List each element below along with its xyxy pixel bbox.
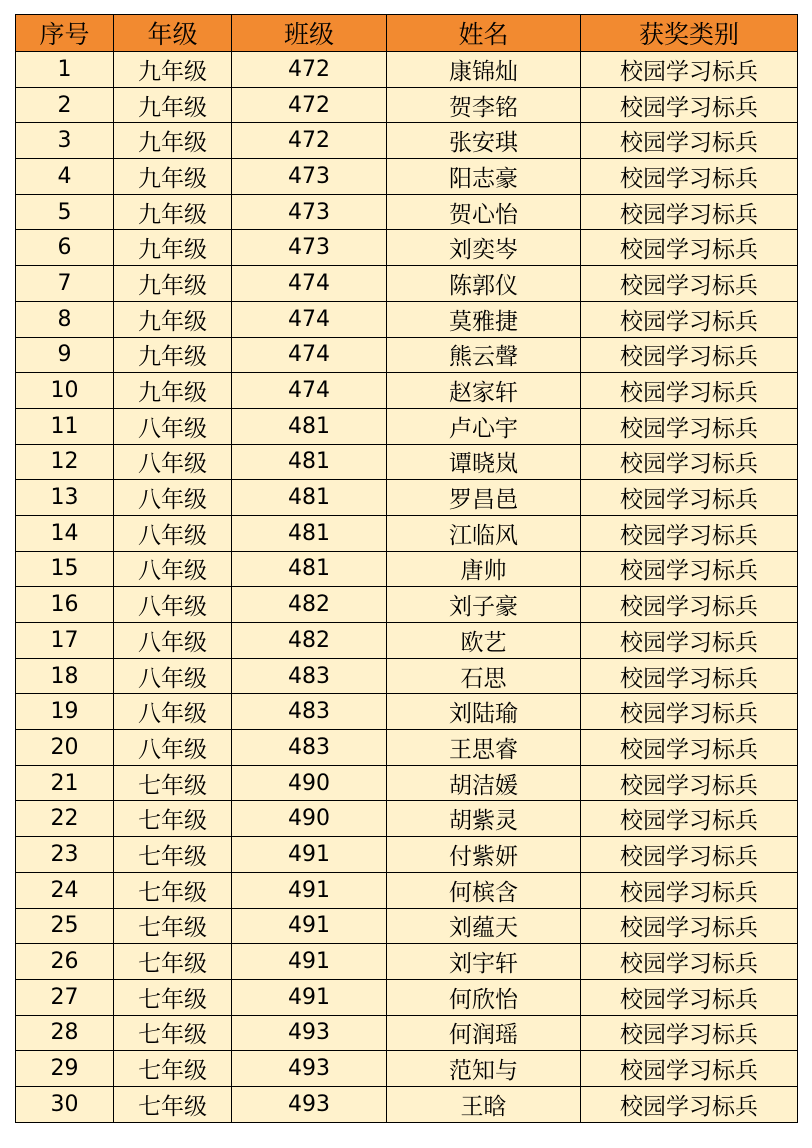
cell-name: 王思睿 — [387, 730, 581, 766]
cell-name: 刘蕴天 — [387, 908, 581, 944]
cell-name: 唐帅 — [387, 551, 581, 587]
cell-award-type: 校园学习标兵 — [581, 944, 798, 980]
cell-serial: 11 — [16, 408, 114, 444]
cell-class: 493 — [232, 1086, 387, 1122]
cell-award-type: 校园学习标兵 — [581, 408, 798, 444]
cell-name: 石思 — [387, 658, 581, 694]
cell-name: 何槟含 — [387, 872, 581, 908]
table-row — [16, 623, 798, 659]
table-row — [16, 1051, 798, 1087]
cell-serial: 17 — [16, 623, 114, 659]
cell-award-type: 校园学习标兵 — [581, 1051, 798, 1087]
cell-class: 481 — [232, 515, 387, 551]
column-header-award-type: 获奖类别 — [581, 15, 798, 52]
column-header-class: 班级 — [232, 15, 387, 52]
cell-award-type: 校园学习标兵 — [581, 337, 798, 373]
header-row — [16, 15, 798, 52]
cell-grade: 七年级 — [114, 908, 232, 944]
table-row — [16, 551, 798, 587]
cell-grade: 八年级 — [114, 694, 232, 730]
table-row — [16, 730, 798, 766]
cell-award-type: 校园学习标兵 — [581, 194, 798, 230]
cell-class: 491 — [232, 979, 387, 1015]
cell-name: 张安琪 — [387, 123, 581, 159]
cell-class: 472 — [232, 87, 387, 123]
cell-award-type: 校园学习标兵 — [581, 908, 798, 944]
cell-name: 胡紫灵 — [387, 801, 581, 837]
cell-award-type: 校园学习标兵 — [581, 266, 798, 302]
cell-class: 491 — [232, 908, 387, 944]
table-row — [16, 765, 798, 801]
cell-award-type: 校园学习标兵 — [581, 87, 798, 123]
cell-class: 474 — [232, 301, 387, 337]
cell-serial: 22 — [16, 801, 114, 837]
cell-award-type: 校园学习标兵 — [581, 301, 798, 337]
cell-name: 谭晓岚 — [387, 444, 581, 480]
cell-award-type: 校园学习标兵 — [581, 623, 798, 659]
cell-serial: 2 — [16, 87, 114, 123]
cell-name: 罗昌邑 — [387, 480, 581, 516]
cell-award-type: 校园学习标兵 — [581, 551, 798, 587]
cell-name: 刘陆瑜 — [387, 694, 581, 730]
table-body — [16, 52, 798, 1123]
cell-name: 贺心怡 — [387, 194, 581, 230]
cell-class: 473 — [232, 159, 387, 195]
cell-serial: 12 — [16, 444, 114, 480]
cell-award-type: 校园学习标兵 — [581, 587, 798, 623]
cell-serial: 25 — [16, 908, 114, 944]
cell-grade: 七年级 — [114, 1051, 232, 1087]
cell-grade: 八年级 — [114, 408, 232, 444]
column-header-grade: 年级 — [114, 15, 232, 52]
cell-award-type: 校园学习标兵 — [581, 837, 798, 873]
cell-class: 474 — [232, 266, 387, 302]
cell-class: 493 — [232, 1015, 387, 1051]
cell-name: 卢心宇 — [387, 408, 581, 444]
cell-name: 刘宇轩 — [387, 944, 581, 980]
cell-serial: 27 — [16, 979, 114, 1015]
cell-award-type: 校园学习标兵 — [581, 480, 798, 516]
table-row — [16, 52, 798, 88]
cell-class: 472 — [232, 52, 387, 88]
cell-class: 490 — [232, 765, 387, 801]
cell-grade: 七年级 — [114, 765, 232, 801]
table-row — [16, 408, 798, 444]
cell-award-type: 校园学习标兵 — [581, 801, 798, 837]
table-row — [16, 123, 798, 159]
cell-grade: 七年级 — [114, 1015, 232, 1051]
cell-grade: 八年级 — [114, 730, 232, 766]
cell-class: 474 — [232, 337, 387, 373]
cell-serial: 30 — [16, 1086, 114, 1122]
cell-name: 阳志豪 — [387, 159, 581, 195]
cell-grade: 七年级 — [114, 872, 232, 908]
cell-name: 江临风 — [387, 515, 581, 551]
table-row — [16, 944, 798, 980]
cell-name: 刘子豪 — [387, 587, 581, 623]
cell-name: 何润瑶 — [387, 1015, 581, 1051]
cell-serial: 19 — [16, 694, 114, 730]
cell-grade: 八年级 — [114, 623, 232, 659]
table-row — [16, 1015, 798, 1051]
cell-name: 赵家轩 — [387, 373, 581, 409]
cell-award-type: 校园学习标兵 — [581, 52, 798, 88]
award-list-table — [15, 14, 798, 1123]
cell-serial: 10 — [16, 373, 114, 409]
cell-name: 付紫妍 — [387, 837, 581, 873]
cell-serial: 29 — [16, 1051, 114, 1087]
cell-name: 欧艺 — [387, 623, 581, 659]
cell-award-type: 校园学习标兵 — [581, 123, 798, 159]
cell-name: 莫雅捷 — [387, 301, 581, 337]
cell-grade: 八年级 — [114, 587, 232, 623]
cell-class: 473 — [232, 194, 387, 230]
cell-class: 481 — [232, 444, 387, 480]
cell-serial: 15 — [16, 551, 114, 587]
cell-grade: 九年级 — [114, 301, 232, 337]
cell-grade: 九年级 — [114, 159, 232, 195]
cell-award-type: 校园学习标兵 — [581, 694, 798, 730]
cell-serial: 24 — [16, 872, 114, 908]
cell-serial: 5 — [16, 194, 114, 230]
cell-grade: 八年级 — [114, 551, 232, 587]
cell-grade: 七年级 — [114, 1086, 232, 1122]
cell-class: 491 — [232, 837, 387, 873]
table-row — [16, 159, 798, 195]
cell-serial: 18 — [16, 658, 114, 694]
cell-grade: 九年级 — [114, 230, 232, 266]
cell-award-type: 校园学习标兵 — [581, 979, 798, 1015]
cell-grade: 九年级 — [114, 87, 232, 123]
cell-class: 483 — [232, 658, 387, 694]
table-row — [16, 337, 798, 373]
cell-class: 491 — [232, 944, 387, 980]
cell-award-type: 校园学习标兵 — [581, 730, 798, 766]
cell-class: 472 — [232, 123, 387, 159]
cell-class: 483 — [232, 730, 387, 766]
table-row — [16, 587, 798, 623]
table-row — [16, 1086, 798, 1122]
cell-award-type: 校园学习标兵 — [581, 1086, 798, 1122]
cell-name: 刘奕岑 — [387, 230, 581, 266]
cell-class: 493 — [232, 1051, 387, 1087]
cell-grade: 九年级 — [114, 373, 232, 409]
cell-serial: 21 — [16, 765, 114, 801]
cell-grade: 九年级 — [114, 194, 232, 230]
cell-serial: 20 — [16, 730, 114, 766]
cell-grade: 九年级 — [114, 337, 232, 373]
cell-grade: 七年级 — [114, 979, 232, 1015]
cell-serial: 6 — [16, 230, 114, 266]
table-row — [16, 373, 798, 409]
cell-class: 482 — [232, 587, 387, 623]
cell-grade: 七年级 — [114, 801, 232, 837]
cell-name: 陈郭仪 — [387, 266, 581, 302]
table-row — [16, 908, 798, 944]
cell-award-type: 校园学习标兵 — [581, 444, 798, 480]
table-row — [16, 658, 798, 694]
cell-serial: 3 — [16, 123, 114, 159]
cell-serial: 26 — [16, 944, 114, 980]
cell-award-type: 校园学习标兵 — [581, 765, 798, 801]
cell-class: 473 — [232, 230, 387, 266]
cell-name: 王晗 — [387, 1086, 581, 1122]
cell-serial: 23 — [16, 837, 114, 873]
table-row — [16, 694, 798, 730]
cell-class: 481 — [232, 551, 387, 587]
cell-serial: 7 — [16, 266, 114, 302]
cell-class: 481 — [232, 408, 387, 444]
cell-class: 481 — [232, 480, 387, 516]
table-row — [16, 872, 798, 908]
cell-grade: 九年级 — [114, 52, 232, 88]
table-row — [16, 801, 798, 837]
cell-serial: 14 — [16, 515, 114, 551]
cell-name: 康锦灿 — [387, 52, 581, 88]
cell-name: 贺李铭 — [387, 87, 581, 123]
cell-award-type: 校园学习标兵 — [581, 872, 798, 908]
cell-serial: 9 — [16, 337, 114, 373]
cell-grade: 七年级 — [114, 837, 232, 873]
cell-award-type: 校园学习标兵 — [581, 515, 798, 551]
cell-award-type: 校园学习标兵 — [581, 658, 798, 694]
cell-grade: 九年级 — [114, 266, 232, 302]
column-header-serial: 序号 — [16, 15, 114, 52]
cell-class: 490 — [232, 801, 387, 837]
cell-grade: 八年级 — [114, 444, 232, 480]
cell-name: 何欣怡 — [387, 979, 581, 1015]
table-row — [16, 837, 798, 873]
table-row — [16, 515, 798, 551]
cell-serial: 13 — [16, 480, 114, 516]
cell-class: 491 — [232, 872, 387, 908]
table-row — [16, 301, 798, 337]
cell-name: 熊云聲 — [387, 337, 581, 373]
cell-class: 474 — [232, 373, 387, 409]
cell-award-type: 校园学习标兵 — [581, 1015, 798, 1051]
cell-class: 483 — [232, 694, 387, 730]
cell-award-type: 校园学习标兵 — [581, 230, 798, 266]
cell-grade: 八年级 — [114, 480, 232, 516]
cell-award-type: 校园学习标兵 — [581, 159, 798, 195]
cell-grade: 八年级 — [114, 658, 232, 694]
cell-award-type: 校园学习标兵 — [581, 373, 798, 409]
table-row — [16, 194, 798, 230]
cell-grade: 九年级 — [114, 123, 232, 159]
table-row — [16, 266, 798, 302]
cell-serial: 8 — [16, 301, 114, 337]
cell-class: 482 — [232, 623, 387, 659]
table-row — [16, 979, 798, 1015]
table-row — [16, 444, 798, 480]
cell-name: 胡洁媛 — [387, 765, 581, 801]
cell-serial: 16 — [16, 587, 114, 623]
cell-grade: 八年级 — [114, 515, 232, 551]
cell-name: 范知与 — [387, 1051, 581, 1087]
column-header-name: 姓名 — [387, 15, 581, 52]
table-row — [16, 87, 798, 123]
cell-grade: 七年级 — [114, 944, 232, 980]
table-row — [16, 230, 798, 266]
table-row — [16, 480, 798, 516]
cell-serial: 28 — [16, 1015, 114, 1051]
cell-serial: 1 — [16, 52, 114, 88]
cell-serial: 4 — [16, 159, 114, 195]
